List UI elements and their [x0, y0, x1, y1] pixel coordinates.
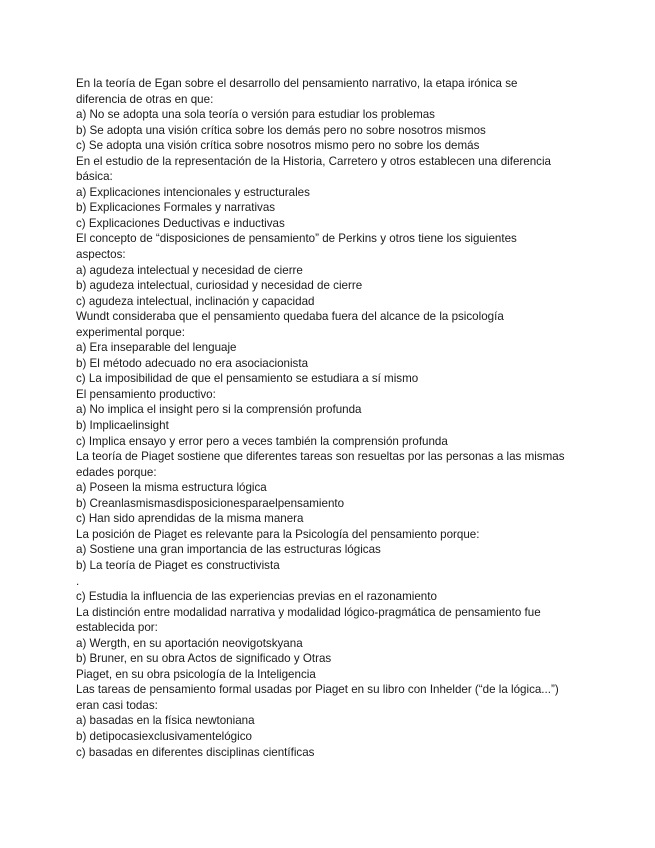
document-page [76, 76, 586, 760]
text-line: c) agudeza intelectual, inclinación y capacidad [76, 294, 315, 308]
text-line: b) agudeza intelectual, curiosidad y necesidad de cierre [76, 279, 363, 293]
text-line: c) La imposibilidad de que el pensamiento se estudiara a sí mismo [76, 372, 419, 386]
text-line: establecida por: [76, 621, 158, 635]
text-line: b) Se adopta una visión crítica sobre los demás pero no sobre nosotros mismos [76, 123, 486, 137]
text-line: En el estudio de la representación de la Historia, Carretero y otros establecen una diferencia [76, 154, 551, 168]
text-line: b) detipocasiexclusivamentelógico [76, 729, 252, 743]
text-line: El pensamiento productivo: [76, 387, 216, 401]
text-line: b) Bruner, en su obra Actos de significado y Otras [76, 652, 332, 666]
text-line: . [76, 574, 80, 588]
text-line: edades porque: [76, 465, 157, 479]
text-line: a) Era inseparable del lenguaje [76, 341, 237, 355]
text-line: Las tareas de pensamiento formal usadas por Piaget en su libro con Inhelder (“de la lógica...”) [76, 683, 559, 697]
text-line: aspectos: [76, 248, 126, 262]
text-line: a) No se adopta una sola teoría o versión para estudiar los problemas [76, 108, 435, 122]
text-line: b) Creanlasmismasdisposicionesparaelpensamiento [76, 496, 345, 510]
text-line: b) Explicaciones Formales y narrativas [76, 201, 276, 215]
text-line: El concepto de “disposiciones de pensamiento” de Perkins y otros tiene los siguientes [76, 232, 517, 246]
text-line: a) Wergth, en su aportación neovigotskyana [76, 636, 303, 650]
text-line: a) agudeza intelectual y necesidad de cierre [76, 263, 303, 277]
text-line: La posición de Piaget es relevante para la Psicología del pensamiento porque: [76, 527, 480, 541]
text-line: La distinción entre modalidad narrativa y modalidad lógico-pragmática de pensamiento fue [76, 605, 541, 619]
text-line: c) basadas en diferentes disciplinas científicas [76, 745, 315, 759]
text-line: b) La teoría de Piaget es constructivista [76, 558, 280, 572]
text-line: La teoría de Piaget sostiene que diferentes tareas son resueltas por las personas a las mismas [76, 450, 565, 464]
text-line: a) Poseen la misma estructura lógica [76, 481, 267, 495]
text-line: a) Sostiene una gran importancia de las estructuras lógicas [76, 543, 381, 557]
text-line: experimental porque: [76, 325, 185, 339]
text-line: c) Implica ensayo y error pero a veces también la comprensión profunda [76, 434, 448, 448]
text-line: a) basadas en la física newtoniana [76, 714, 255, 728]
text-line: c) Se adopta una visión crítica sobre nosotros mismo pero no sobre los demás [76, 139, 480, 153]
text-line: c) Explicaciones Deductivas e inductivas [76, 216, 285, 230]
text-line: básica: [76, 170, 113, 184]
text-line: a) Explicaciones intencionales y estructurales [76, 185, 310, 199]
text-line: diferencia de otras en que: [76, 92, 214, 106]
text-line: a) No implica el insight pero si la comprensión profunda [76, 403, 362, 417]
text-line: c) Han sido aprendidas de la misma manera [76, 512, 304, 526]
text-line: eran casi todas: [76, 698, 158, 712]
text-line: Wundt consideraba que el pensamiento quedaba fuera del alcance de la psicología [76, 310, 504, 324]
text-line: Piaget, en su obra psicología de la Inteligencia [76, 667, 316, 681]
text-line: c) Estudia la influencia de las experiencias previas en el razonamiento [76, 590, 437, 604]
text-line: b) El método adecuado no era asociacionista [76, 356, 309, 370]
text-line: b) Implicaelinsight [76, 419, 169, 433]
text-line: En la teoría de Egan sobre el desarrollo del pensamiento narrativo, la etapa irónica se [76, 77, 518, 90]
